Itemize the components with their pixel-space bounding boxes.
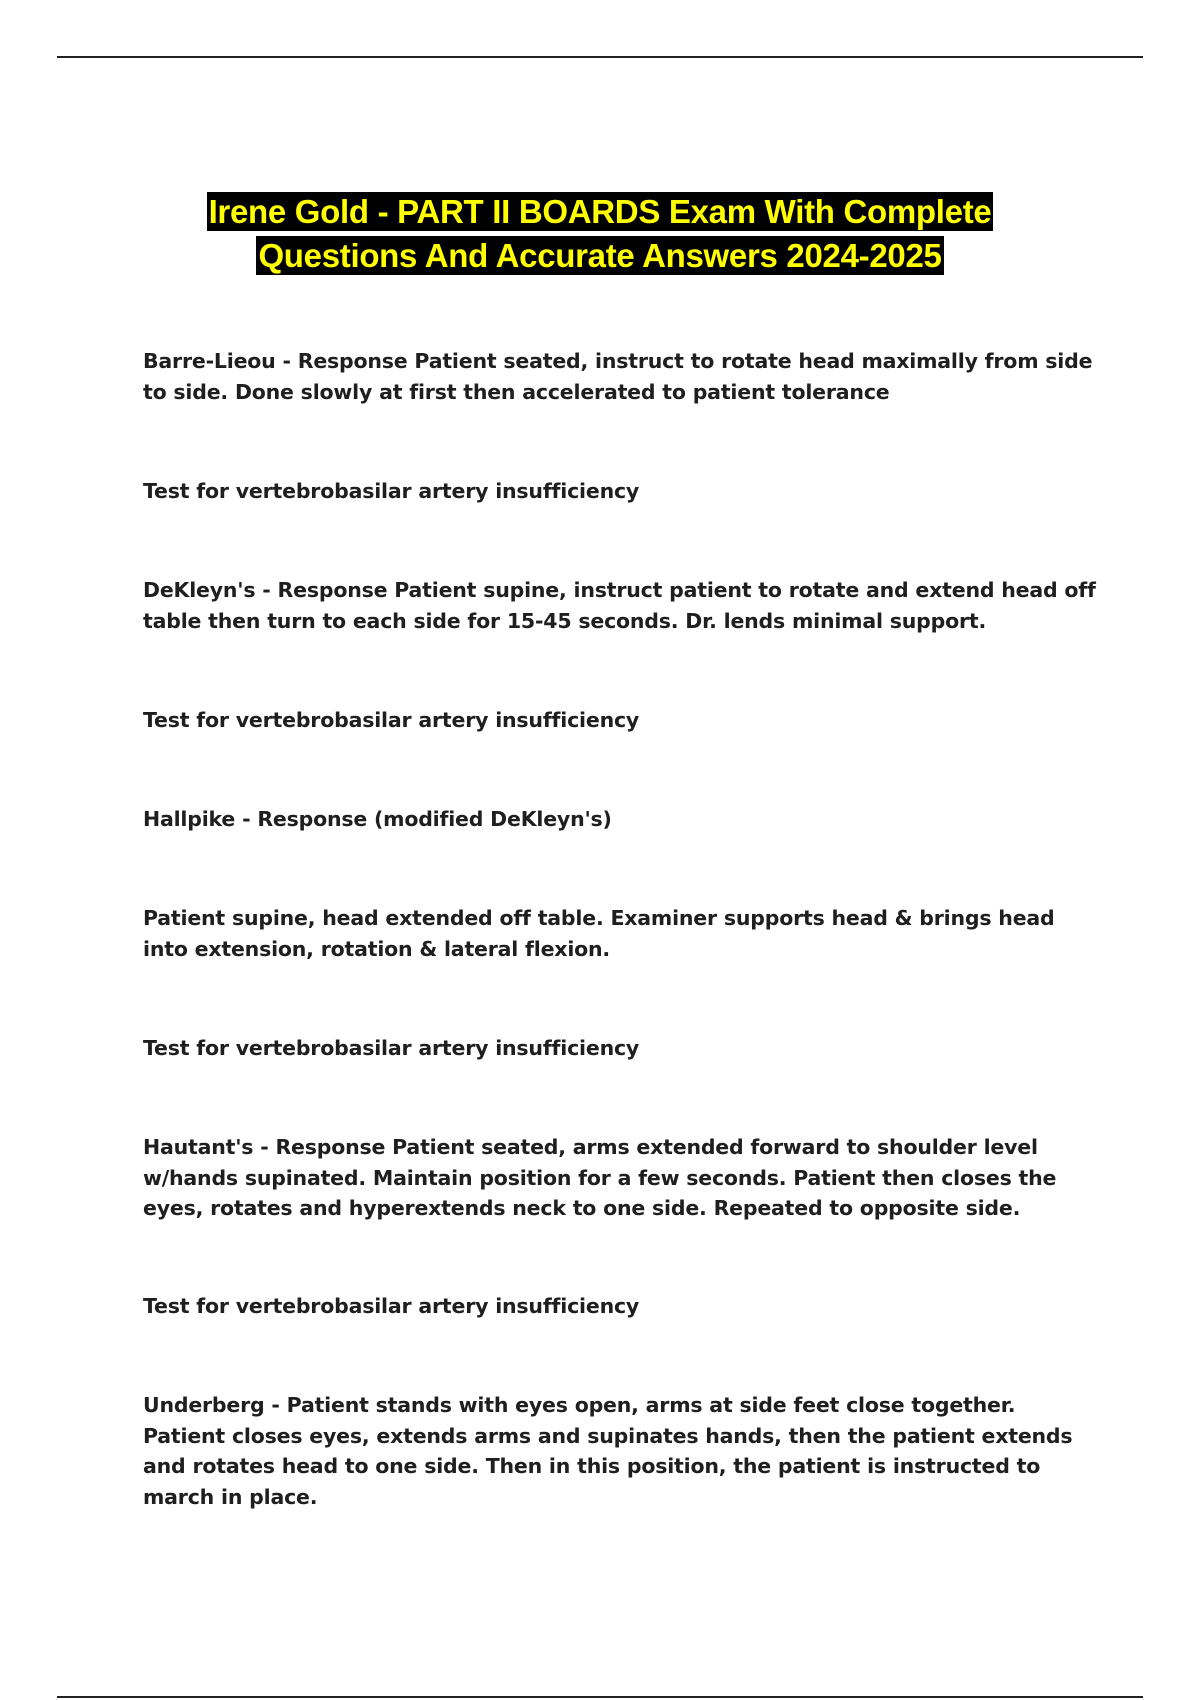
entry-hallpike: Hallpike - Response (modified DeKleyn's) (143, 807, 612, 831)
header-rule (57, 56, 1143, 58)
entry-barre-lieou: Barre-Lieou - Response Patient seated, instruct to rotate head maximally from side to side. Done slowly at first then accelerated to patient tolerance (143, 349, 1093, 404)
entry-answer-4: Test for vertebrobasilar artery insufficiency (143, 1294, 640, 1318)
entry-answer-2: Test for vertebrobasilar artery insufficiency (143, 708, 640, 732)
entry-underberg: Underberg - Patient stands with eyes open, arms at side feet close together. Patient closes eyes, extends arms and supinates hands, then the patient extends and rotates head to one side. Then in this position, the patient is instructed to march in place. (143, 1393, 1073, 1509)
entry-dekleyns: DeKleyn's - Response Patient supine, instruct patient to rotate and extend head off table then turn to each side for 15-45 seconds. Dr. lends minimal support. (143, 578, 1096, 633)
entry-answer-3: Test for vertebrobasilar artery insufficiency (143, 1036, 640, 1060)
footer-rule (57, 1696, 1143, 1698)
entry-hallpike-description: Patient supine, head extended off table. Examiner supports head & brings head into extension, rotation & lateral flexion. (143, 906, 1055, 961)
document-title (0, 190, 1200, 278)
entry-answer-1: Test for vertebrobasilar artery insufficiency (143, 479, 640, 503)
title-line-2: Questions And Accurate Answers 2024-2025 (258, 237, 942, 274)
title-line-1: Irene Gold - PART II BOARDS Exam With Complete (208, 193, 992, 230)
entry-hautants: Hautant's - Response Patient seated, arms extended forward to shoulder level w/hands supinated. Maintain position for a few seconds. Patient then closes the eyes, rotates and hyperextends neck to one side. Repeated to opposite side. (143, 1135, 1057, 1220)
